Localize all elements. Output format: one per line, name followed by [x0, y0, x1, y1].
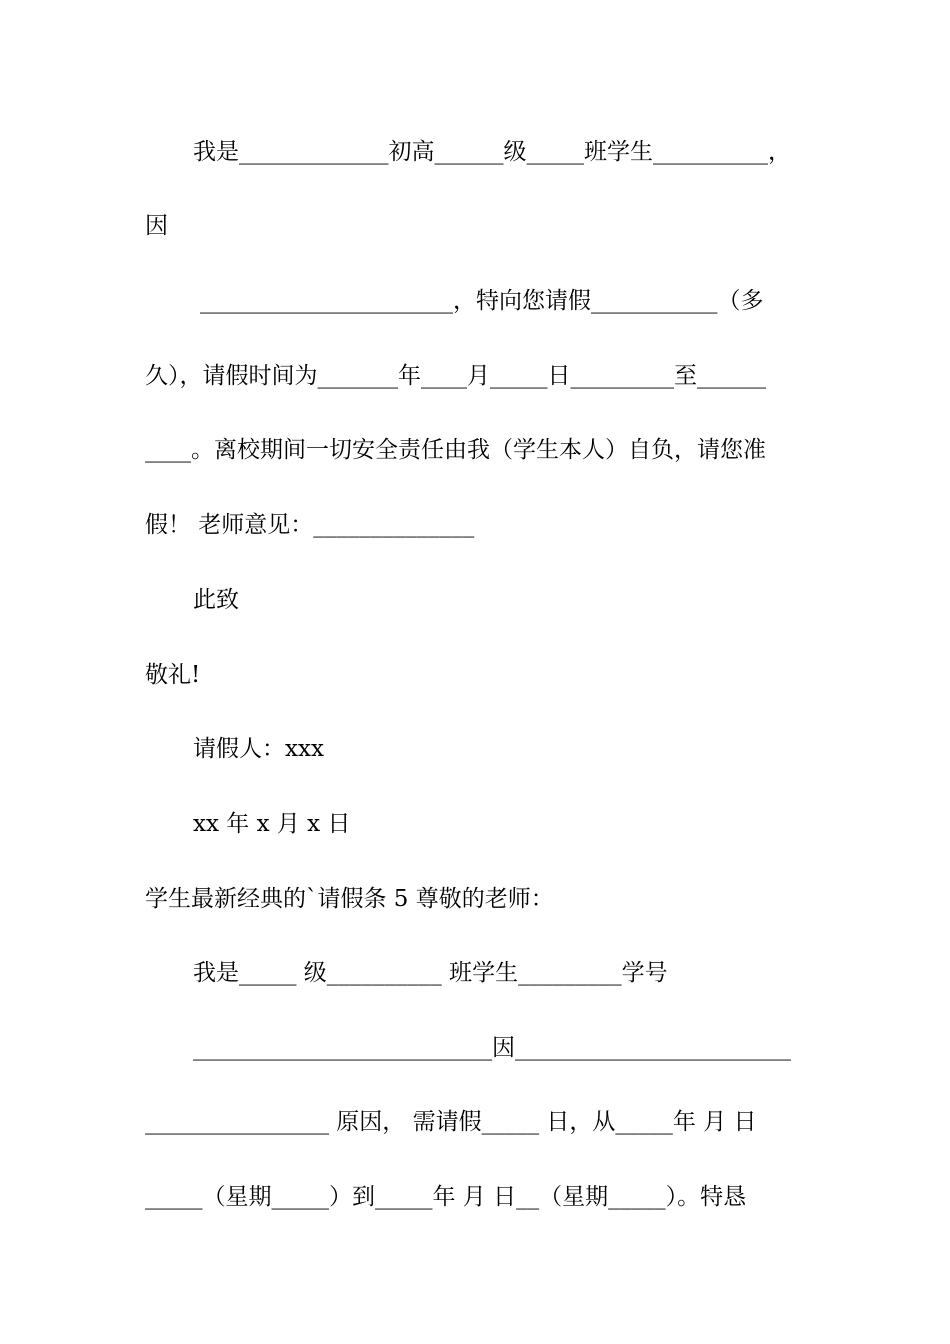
text-span: 假！ 老师意见：______________	[145, 512, 475, 538]
text-span: xx 年 x 月 x 日	[193, 811, 351, 837]
text-line	[145, 879, 554, 919]
text-line	[145, 356, 766, 396]
text-span: 敬礼!	[145, 662, 201, 688]
text-line	[145, 1177, 746, 1217]
text-line	[193, 729, 324, 769]
text-span: _____（星期_____）到_____年 月 日__（星期_____）。特恳	[145, 1184, 747, 1210]
text-line	[145, 206, 168, 246]
text-line	[145, 655, 200, 695]
text-line	[200, 281, 764, 321]
text-line	[193, 804, 350, 844]
text-span: 此致	[193, 587, 239, 613]
text-span: ________________ 原因， 需请假_____ 日，从_____年 月 日	[145, 1109, 757, 1135]
text-line	[193, 1028, 791, 1068]
text-span: __________________________因________________________	[193, 1035, 791, 1061]
text-span: 学生最新经典的`请假条 5 尊敬的老师：	[145, 886, 554, 912]
text-line	[145, 430, 766, 470]
text-line	[145, 505, 474, 545]
text-span: 因	[145, 213, 168, 239]
text-span: ____。离校期间一切安全责任由我（学生本人）自负，请您准	[145, 437, 766, 463]
text-span: 请假人：xxx	[193, 736, 324, 762]
text-line	[145, 1102, 757, 1142]
text-span: ______________________，特向您请假___________（多	[200, 288, 764, 314]
text-line	[193, 953, 668, 993]
text-span: 久），请假时间为_______年____月_____日_________至______	[145, 363, 766, 389]
text-line	[193, 580, 239, 620]
text-span: 我是_____ 级__________ 班学生_________学号	[193, 960, 668, 986]
text-line	[193, 132, 791, 172]
text-span: 我是_____________初高______级_____班学生__________，	[193, 139, 791, 165]
